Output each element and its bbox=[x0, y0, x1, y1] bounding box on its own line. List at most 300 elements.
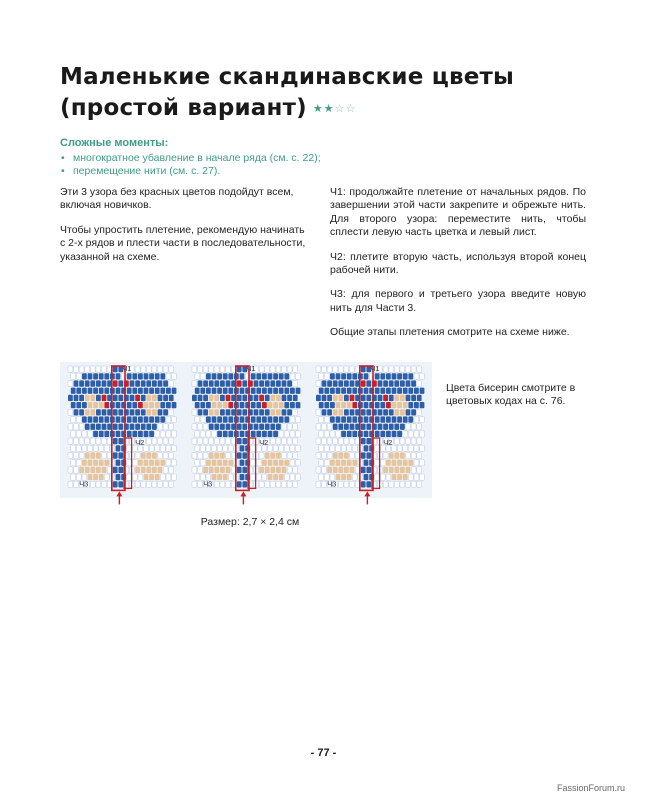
bead-blue bbox=[290, 388, 295, 394]
bead-blue bbox=[212, 416, 217, 422]
bead-blue bbox=[361, 424, 366, 430]
bead-empty bbox=[282, 424, 287, 430]
bead-beige bbox=[90, 467, 95, 473]
bead-empty bbox=[76, 416, 81, 422]
bead-empty bbox=[322, 366, 327, 372]
bead-blue bbox=[149, 431, 154, 437]
bead-empty bbox=[394, 438, 399, 444]
bead-empty bbox=[214, 481, 219, 487]
bead-blue bbox=[341, 431, 346, 437]
bead-blue bbox=[172, 388, 177, 394]
bead-blue bbox=[392, 431, 397, 437]
bead-blue bbox=[141, 380, 146, 386]
bead-blue bbox=[364, 460, 369, 466]
bead-blue bbox=[240, 416, 245, 422]
bead-empty bbox=[296, 373, 301, 379]
bead-empty bbox=[394, 481, 399, 487]
bead-blue bbox=[268, 373, 273, 379]
bead-empty bbox=[135, 481, 140, 487]
bead-beige bbox=[138, 460, 143, 466]
bead-empty bbox=[352, 474, 357, 480]
bead-beige bbox=[265, 467, 270, 473]
bead-empty bbox=[217, 445, 222, 451]
bead-empty bbox=[203, 424, 208, 430]
bead-empty bbox=[259, 366, 264, 372]
bead-blue bbox=[226, 424, 231, 430]
pattern-canvas bbox=[60, 362, 432, 512]
bead-empty bbox=[76, 373, 81, 379]
bead-blue bbox=[392, 373, 397, 379]
bead-empty bbox=[102, 452, 107, 458]
bead-empty bbox=[290, 431, 295, 437]
bead-empty bbox=[74, 452, 79, 458]
bead-blue bbox=[209, 380, 214, 386]
bead-empty bbox=[336, 445, 341, 451]
part-3-label: Ч3 bbox=[203, 479, 213, 489]
bead-blue bbox=[262, 431, 267, 437]
bead-empty bbox=[158, 452, 163, 458]
bead-blue bbox=[378, 424, 383, 430]
bead-blue bbox=[273, 416, 278, 422]
bead-beige bbox=[392, 402, 397, 408]
bead-blue bbox=[240, 474, 245, 480]
bead-blue bbox=[254, 395, 259, 401]
bead-beige bbox=[352, 460, 357, 466]
bead-blue bbox=[347, 373, 352, 379]
bead-empty bbox=[324, 445, 329, 451]
bead-empty bbox=[169, 424, 174, 430]
bead-beige bbox=[135, 467, 140, 473]
bead-blue bbox=[386, 388, 391, 394]
bead-empty bbox=[220, 366, 225, 372]
bead-empty bbox=[324, 373, 329, 379]
bead-empty bbox=[414, 373, 419, 379]
bead-beige bbox=[152, 409, 157, 415]
bead-empty bbox=[132, 474, 137, 480]
bead-blue bbox=[350, 424, 355, 430]
bead-empty bbox=[169, 366, 174, 372]
bead-beige bbox=[99, 402, 104, 408]
bead-blue bbox=[411, 409, 416, 415]
bead-blue bbox=[242, 424, 247, 430]
bead-blue bbox=[242, 395, 247, 401]
bead-empty bbox=[99, 445, 104, 451]
bead-blue bbox=[113, 366, 118, 372]
bead-red bbox=[361, 380, 366, 386]
bead-blue bbox=[414, 402, 419, 408]
bead-blue bbox=[141, 395, 146, 401]
bead-beige bbox=[336, 460, 341, 466]
bead-empty bbox=[228, 474, 233, 480]
bead-empty bbox=[79, 366, 84, 372]
bead-empty bbox=[192, 366, 197, 372]
bead-blue bbox=[268, 431, 273, 437]
bead-empty bbox=[414, 474, 419, 480]
bead-blue bbox=[397, 416, 402, 422]
bead-empty bbox=[88, 445, 93, 451]
bead-empty bbox=[417, 380, 422, 386]
bead-blue bbox=[104, 388, 109, 394]
bead-empty bbox=[203, 366, 208, 372]
star-icon: ★ bbox=[323, 102, 335, 115]
bead-empty bbox=[287, 481, 292, 487]
bead-blue bbox=[113, 481, 118, 487]
bead-blue bbox=[192, 395, 197, 401]
bead-blue bbox=[276, 380, 281, 386]
bead-empty bbox=[290, 445, 295, 451]
bead-beige bbox=[276, 395, 281, 401]
paragraph: Ч3: для первого и третьего узора введите новую нить для Части 3. bbox=[330, 288, 586, 314]
bead-beige bbox=[268, 474, 273, 480]
bead-blue bbox=[378, 395, 383, 401]
bead-empty bbox=[146, 481, 151, 487]
bead-empty bbox=[68, 409, 73, 415]
bead-empty bbox=[166, 460, 171, 466]
bead-blue bbox=[96, 409, 101, 415]
bead-blue bbox=[361, 395, 366, 401]
bead-blue bbox=[347, 431, 352, 437]
bead-blue bbox=[392, 416, 397, 422]
bead-empty bbox=[420, 431, 425, 437]
bead-empty bbox=[411, 467, 416, 473]
bead-empty bbox=[411, 481, 416, 487]
bead-blue bbox=[296, 402, 301, 408]
bead-empty bbox=[200, 431, 205, 437]
bead-blue bbox=[364, 388, 369, 394]
bead-blue bbox=[417, 395, 422, 401]
bead-empty bbox=[296, 445, 301, 451]
bead-empty bbox=[158, 366, 163, 372]
bead-empty bbox=[71, 460, 76, 466]
bead-empty bbox=[146, 366, 151, 372]
bead-empty bbox=[71, 445, 76, 451]
bead-beige bbox=[99, 474, 104, 480]
bead-empty bbox=[169, 409, 174, 415]
bead-empty bbox=[338, 366, 343, 372]
bead-blue bbox=[206, 388, 211, 394]
bead-blue bbox=[127, 373, 132, 379]
part-2-label: Ч2 bbox=[383, 438, 393, 448]
bead-empty bbox=[414, 460, 419, 466]
bead-beige bbox=[400, 395, 405, 401]
bead-beige bbox=[336, 402, 341, 408]
bead-blue bbox=[146, 424, 151, 430]
bead-blue bbox=[132, 388, 137, 394]
bead-empty bbox=[327, 452, 332, 458]
bead-blue bbox=[366, 438, 371, 444]
bead-blue bbox=[366, 424, 371, 430]
bead-empty bbox=[375, 474, 380, 480]
bead-blue bbox=[282, 380, 287, 386]
star-icon: ★ bbox=[312, 102, 324, 115]
bead-empty bbox=[172, 373, 177, 379]
bead-blue bbox=[324, 402, 329, 408]
bead-blue bbox=[144, 416, 149, 422]
bead-blue bbox=[256, 388, 261, 394]
bead-empty bbox=[420, 445, 425, 451]
bead-beige bbox=[146, 395, 151, 401]
bead-empty bbox=[68, 481, 73, 487]
bead-beige bbox=[85, 467, 90, 473]
bead-empty bbox=[282, 481, 287, 487]
bead-blue bbox=[223, 373, 228, 379]
bead-blue bbox=[155, 416, 160, 422]
bead-blue bbox=[96, 395, 101, 401]
bead-beige bbox=[347, 460, 352, 466]
bead-blue bbox=[104, 373, 109, 379]
bead-empty bbox=[411, 452, 416, 458]
bead-beige bbox=[93, 402, 98, 408]
bead-empty bbox=[406, 424, 411, 430]
bead-empty bbox=[327, 438, 332, 444]
bead-blue bbox=[113, 395, 118, 401]
bead-blue bbox=[99, 388, 104, 394]
bead-blue bbox=[397, 373, 402, 379]
bead-beige bbox=[209, 467, 214, 473]
bead-empty bbox=[287, 467, 292, 473]
bead-empty bbox=[344, 481, 349, 487]
bead-blue bbox=[228, 431, 233, 437]
bead-blue bbox=[118, 380, 123, 386]
bead-blue bbox=[116, 388, 121, 394]
bead-blue bbox=[392, 388, 397, 394]
bead-blue bbox=[206, 416, 211, 422]
bead-empty bbox=[383, 366, 388, 372]
bead-empty bbox=[127, 445, 132, 451]
bead-empty bbox=[397, 445, 402, 451]
bead-beige bbox=[96, 452, 101, 458]
bead-blue bbox=[76, 388, 81, 394]
bead-empty bbox=[74, 481, 79, 487]
bead-empty bbox=[226, 438, 231, 444]
bead-empty bbox=[350, 452, 355, 458]
bead-beige bbox=[400, 452, 405, 458]
bead-empty bbox=[160, 431, 165, 437]
bead-blue bbox=[414, 388, 419, 394]
bead-blue bbox=[228, 416, 233, 422]
bead-blue bbox=[132, 416, 137, 422]
bead-empty bbox=[198, 467, 203, 473]
bead-blue bbox=[127, 416, 132, 422]
bead-blue bbox=[203, 395, 208, 401]
bead-blue bbox=[163, 395, 168, 401]
bead-beige bbox=[333, 409, 338, 415]
bead-blue bbox=[389, 424, 394, 430]
bead-beige bbox=[394, 452, 399, 458]
bead-empty bbox=[198, 424, 203, 430]
bead-blue bbox=[336, 373, 341, 379]
bead-blue bbox=[411, 395, 416, 401]
bead-empty bbox=[290, 460, 295, 466]
bead-blue bbox=[99, 416, 104, 422]
bead-empty bbox=[138, 474, 143, 480]
bead-empty bbox=[214, 366, 219, 372]
bead-empty bbox=[192, 409, 197, 415]
bead-beige bbox=[223, 460, 228, 466]
bead-empty bbox=[284, 445, 289, 451]
bead-blue bbox=[166, 402, 171, 408]
bead-empty bbox=[420, 416, 425, 422]
bead-beige bbox=[350, 467, 355, 473]
bead-red bbox=[228, 402, 233, 408]
bead-empty bbox=[256, 474, 261, 480]
bead-empty bbox=[411, 438, 416, 444]
bead-empty bbox=[316, 452, 321, 458]
bead-blue bbox=[203, 409, 208, 415]
bead-blue bbox=[341, 373, 346, 379]
bead-blue bbox=[212, 388, 217, 394]
bead-blue bbox=[256, 402, 261, 408]
bead-empty bbox=[316, 481, 321, 487]
bead-blue bbox=[361, 481, 366, 487]
bead-beige bbox=[209, 452, 214, 458]
bead-beige bbox=[344, 467, 349, 473]
bead-beige bbox=[155, 460, 160, 466]
bead-blue bbox=[338, 424, 343, 430]
bead-blue bbox=[155, 388, 160, 394]
bead-empty bbox=[163, 467, 168, 473]
bead-empty bbox=[344, 438, 349, 444]
bead-beige bbox=[262, 460, 267, 466]
bead-beige bbox=[220, 467, 225, 473]
bead-red bbox=[383, 395, 388, 401]
bead-beige bbox=[212, 460, 217, 466]
bead-empty bbox=[127, 474, 132, 480]
bead-blue bbox=[282, 395, 287, 401]
bead-blue bbox=[279, 388, 284, 394]
bead-blue bbox=[149, 416, 154, 422]
bead-beige bbox=[270, 395, 275, 401]
bead-beige bbox=[394, 467, 399, 473]
bead-blue bbox=[352, 431, 357, 437]
bead-empty bbox=[79, 438, 84, 444]
bead-empty bbox=[330, 431, 335, 437]
bead-empty bbox=[293, 380, 298, 386]
bead-blue bbox=[149, 373, 154, 379]
bead-empty bbox=[192, 424, 197, 430]
bead-blue bbox=[284, 402, 289, 408]
bead-empty bbox=[296, 416, 301, 422]
bead-blue bbox=[209, 424, 214, 430]
bead-blue bbox=[394, 424, 399, 430]
bead-blue bbox=[99, 373, 104, 379]
bead-empty bbox=[341, 445, 346, 451]
bead-empty bbox=[223, 445, 228, 451]
bead-blue bbox=[220, 409, 225, 415]
bead-empty bbox=[200, 373, 205, 379]
bead-blue bbox=[347, 416, 352, 422]
bead-empty bbox=[338, 438, 343, 444]
bead-blue bbox=[403, 388, 408, 394]
bead-beige bbox=[79, 467, 84, 473]
bead-beige bbox=[228, 460, 233, 466]
bead-empty bbox=[172, 416, 177, 422]
bead-blue bbox=[158, 409, 163, 415]
bead-blue bbox=[132, 373, 137, 379]
bead-beige bbox=[155, 402, 160, 408]
bead-empty bbox=[152, 481, 157, 487]
bead-empty bbox=[85, 366, 90, 372]
bead-empty bbox=[166, 373, 171, 379]
bead-blue bbox=[237, 452, 242, 458]
bead-empty bbox=[163, 366, 168, 372]
bead-beige bbox=[217, 474, 222, 480]
bead-empty bbox=[163, 481, 168, 487]
bead-blue bbox=[141, 409, 146, 415]
title-line-1: Маленькие скандинавские цветы bbox=[60, 64, 515, 90]
bead-blue bbox=[214, 380, 219, 386]
bead-beige bbox=[341, 474, 346, 480]
bead-blue bbox=[330, 388, 335, 394]
bead-blue bbox=[330, 402, 335, 408]
bead-empty bbox=[90, 366, 95, 372]
bead-beige bbox=[149, 402, 154, 408]
bead-blue bbox=[344, 424, 349, 430]
bead-empty bbox=[172, 445, 177, 451]
bead-empty bbox=[172, 460, 177, 466]
bead-blue bbox=[265, 409, 270, 415]
bead-empty bbox=[287, 424, 292, 430]
bead-empty bbox=[96, 438, 101, 444]
bead-empty bbox=[394, 366, 399, 372]
bead-blue bbox=[200, 402, 205, 408]
bead-empty bbox=[284, 474, 289, 480]
bead-empty bbox=[251, 474, 256, 480]
bead-empty bbox=[290, 373, 295, 379]
bead-blue bbox=[237, 395, 242, 401]
bead-blue bbox=[118, 409, 123, 415]
bead-blue bbox=[132, 431, 137, 437]
bead-empty bbox=[209, 438, 214, 444]
bead-blue bbox=[113, 424, 118, 430]
bead-blue bbox=[336, 388, 341, 394]
bead-empty bbox=[76, 431, 81, 437]
bead-empty bbox=[192, 438, 197, 444]
bead-blue bbox=[330, 416, 335, 422]
bead-blue bbox=[350, 409, 355, 415]
bead-empty bbox=[414, 445, 419, 451]
paragraph: Чтобы упростить плетение, рекомендую начинать с 2-х рядов и плести части в последовательности, указанной на схеме. bbox=[60, 223, 306, 263]
bead-blue bbox=[79, 395, 84, 401]
bead-empty bbox=[338, 481, 343, 487]
bead-beige bbox=[214, 467, 219, 473]
bead-empty bbox=[327, 424, 332, 430]
bead-empty bbox=[220, 438, 225, 444]
bead-blue bbox=[88, 388, 93, 394]
bead-blue bbox=[279, 373, 284, 379]
bead-empty bbox=[414, 416, 419, 422]
bead-empty bbox=[166, 416, 171, 422]
bead-beige bbox=[403, 474, 408, 480]
bead-blue bbox=[366, 380, 371, 386]
bead-empty bbox=[74, 424, 79, 430]
bead-blue bbox=[344, 409, 349, 415]
bead-beige bbox=[144, 460, 149, 466]
bead-empty bbox=[206, 431, 211, 437]
bead-blue bbox=[338, 380, 343, 386]
bead-empty bbox=[417, 467, 422, 473]
bead-beige bbox=[90, 395, 95, 401]
bead-empty bbox=[293, 467, 298, 473]
bead-beige bbox=[338, 395, 343, 401]
bead-empty bbox=[406, 481, 411, 487]
bead-blue bbox=[287, 409, 292, 415]
bead-red bbox=[226, 395, 231, 401]
bead-blue bbox=[361, 452, 366, 458]
bead-blue bbox=[130, 380, 135, 386]
bead-blue bbox=[144, 388, 149, 394]
bead-blue bbox=[327, 380, 332, 386]
